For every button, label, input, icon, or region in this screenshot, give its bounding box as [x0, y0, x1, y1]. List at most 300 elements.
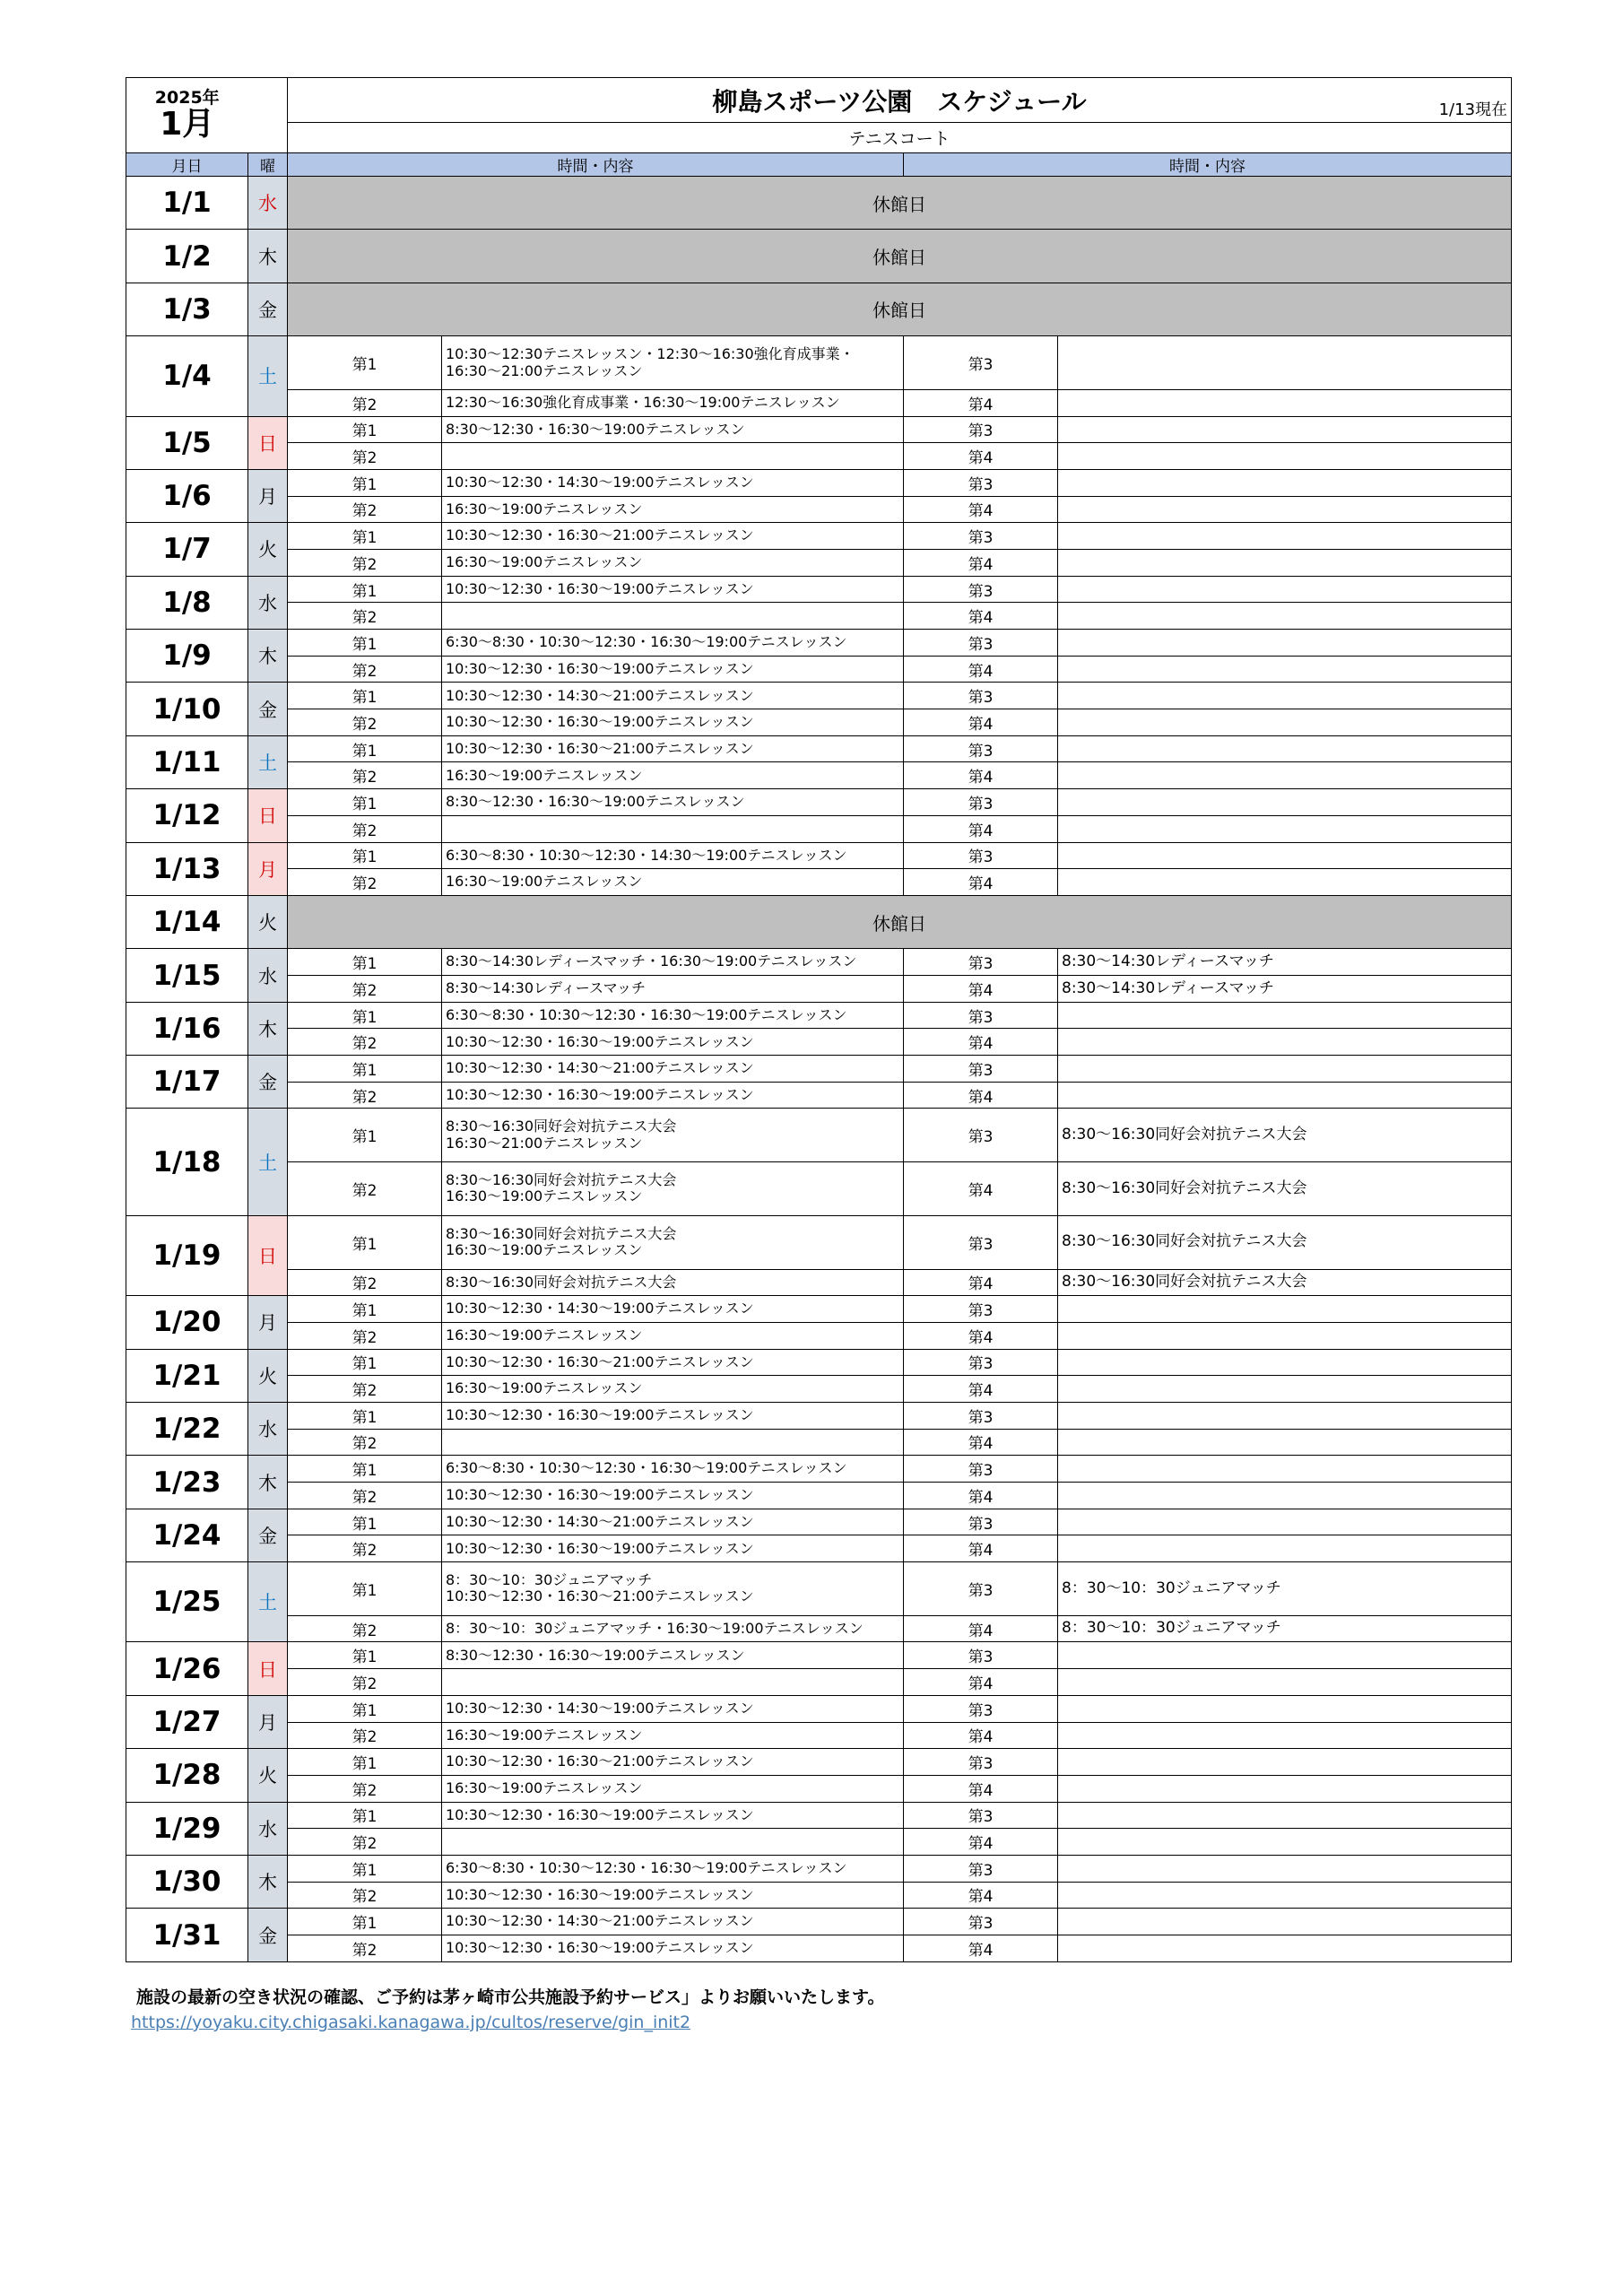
court-label: 第1 [288, 1802, 442, 1829]
court-label: 第2 [288, 603, 442, 630]
day-date: 1/14 [126, 895, 248, 948]
court-schedule: 10:30～12:30・14:30～19:00テニスレッスン [442, 469, 904, 496]
court-label: 第2 [288, 1935, 442, 1962]
day-row-court-2 [126, 1269, 1512, 1296]
court-label: 第4 [904, 1322, 1058, 1349]
court-label: 第1 [288, 735, 442, 762]
court-label: 第4 [904, 1882, 1058, 1909]
day-row-court-1 [126, 1056, 1512, 1083]
court-schedule: 8:30～16:30同好会対抗テニス大会 [442, 1269, 904, 1296]
day-of-week: 月 [248, 469, 288, 522]
court-schedule: 8：30～10：30ジュニアマッチ [1058, 1615, 1512, 1642]
court-schedule [1058, 735, 1512, 762]
court-schedule [1058, 1749, 1512, 1776]
court-schedule [1058, 815, 1512, 842]
day-date: 1/23 [126, 1456, 248, 1509]
reservation-link[interactable]: https://yoyaku.city.chigasaki.kanagawa.jp/cultos/reserve/gin_init2 [131, 2013, 691, 2032]
court-label: 第3 [904, 576, 1058, 603]
day-date: 1/20 [126, 1296, 248, 1349]
court-label: 第3 [904, 1695, 1058, 1722]
court-schedule: 10:30～12:30・14:30～19:00テニスレッスン [442, 1695, 904, 1722]
court-schedule [1058, 496, 1512, 523]
court-label: 第2 [288, 1269, 442, 1296]
court-schedule [1058, 1402, 1512, 1429]
day-row-court-1 [126, 416, 1512, 443]
day-date: 1/27 [126, 1695, 248, 1748]
court-label: 第3 [904, 1562, 1058, 1616]
day-of-week: 月 [248, 1695, 288, 1748]
court-label: 第1 [288, 949, 442, 976]
court-label: 第2 [288, 496, 442, 523]
court-schedule: 10:30～12:30・16:30～19:00テニスレッスン [442, 1882, 904, 1909]
court-label: 第3 [904, 523, 1058, 550]
court-schedule [1058, 1296, 1512, 1323]
day-date: 1/31 [126, 1909, 248, 1961]
day-row-court-2 [126, 709, 1512, 736]
court-label: 第3 [904, 735, 1058, 762]
day-row-court-1 [126, 1215, 1512, 1269]
court-label: 第2 [288, 1429, 442, 1456]
court-label: 第4 [904, 389, 1058, 416]
court-label: 第4 [904, 603, 1058, 630]
col-content-left-header: 時間・内容 [288, 153, 904, 177]
day-row-court-1 [126, 1349, 1512, 1376]
day-date: 1/29 [126, 1802, 248, 1855]
court-schedule [1058, 1669, 1512, 1696]
day-of-week: 木 [248, 630, 288, 683]
day-row-court-1 [126, 1456, 1512, 1483]
court-schedule [442, 815, 904, 842]
day-of-week: 木 [248, 1002, 288, 1055]
court-label: 第2 [288, 1775, 442, 1802]
court-label: 第2 [288, 762, 442, 789]
schedule-sheet [126, 77, 1511, 1962]
court-schedule [1058, 869, 1512, 896]
day-row-court-2 [126, 1615, 1512, 1642]
court-label: 第1 [288, 576, 442, 603]
day-of-week: 日 [248, 416, 288, 469]
court-label: 第1 [288, 336, 442, 390]
court-label: 第4 [904, 1082, 1058, 1109]
day-date: 1/30 [126, 1855, 248, 1908]
day-row-court-2 [126, 1935, 1512, 1962]
day-row-court-1 [126, 1296, 1512, 1323]
day-row-court-2 [126, 815, 1512, 842]
court-label: 第1 [288, 1109, 442, 1162]
day-date: 1/9 [126, 630, 248, 683]
day-row-court-2 [126, 1829, 1512, 1856]
court-schedule [1058, 576, 1512, 603]
court-schedule: 10:30～12:30・14:30～19:00テニスレッスン [442, 1296, 904, 1323]
court-label: 第4 [904, 1269, 1058, 1296]
day-row-court-2 [126, 1882, 1512, 1909]
day-of-week: 水 [248, 177, 288, 230]
as-of-date: 1/13現在 [1438, 100, 1508, 119]
court-schedule [1058, 683, 1512, 709]
court-label: 第1 [288, 683, 442, 709]
day-of-week: 水 [248, 576, 288, 629]
court-label: 第4 [904, 1162, 1058, 1216]
court-schedule [1058, 1483, 1512, 1509]
court-schedule: 10:30～12:30・16:30～19:00テニスレッスン [442, 1483, 904, 1509]
court-schedule [1058, 523, 1512, 550]
court-label: 第2 [288, 1483, 442, 1509]
court-label: 第2 [288, 443, 442, 470]
day-date: 1/3 [126, 283, 248, 335]
day-of-week: 土 [248, 1109, 288, 1215]
court-schedule: 8：30～10：30ジュニアマッチ 10:30～12:30・16:30～21:00テニスレッスン [442, 1562, 904, 1616]
court-schedule: 10:30～12:30・16:30～19:00テニスレッスン [442, 709, 904, 736]
court-schedule [442, 1829, 904, 1856]
day-of-week: 月 [248, 1296, 288, 1349]
court-schedule [442, 1669, 904, 1696]
day-row-court-1 [126, 1749, 1512, 1776]
day-row-closed [126, 283, 1512, 335]
court-schedule [1058, 1882, 1512, 1909]
day-of-week: 火 [248, 1349, 288, 1402]
day-row-closed [126, 895, 1512, 948]
court-schedule: 8:30～16:30同好会対抗テニス大会 16:30～19:00テニスレッスン [442, 1215, 904, 1269]
day-row-court-1 [126, 576, 1512, 603]
court-label: 第2 [288, 656, 442, 683]
day-row-court-1 [126, 1855, 1512, 1882]
court-schedule: 6:30～8:30・10:30～12:30・16:30～19:00テニスレッスン [442, 1002, 904, 1029]
court-label: 第2 [288, 709, 442, 736]
court-schedule [1058, 416, 1512, 443]
court-schedule: 8:30～16:30同好会対抗テニス大会 16:30～19:00テニスレッスン [442, 1162, 904, 1216]
court-schedule [1058, 1909, 1512, 1935]
court-label: 第4 [904, 1935, 1058, 1962]
day-of-week: 土 [248, 1562, 288, 1642]
day-row-court-2 [126, 1722, 1512, 1749]
court-label: 第3 [904, 1002, 1058, 1029]
month-label: 1月 [160, 105, 215, 143]
court-schedule: 16:30～19:00テニスレッスン [442, 1376, 904, 1403]
court-label: 第2 [288, 815, 442, 842]
day-row-court-1 [126, 630, 1512, 657]
footnote: 施設の最新の空き状況の確認、ご予約は茅ヶ崎市公共施設予約サービス」よりお願いいたします。 [136, 1987, 885, 2007]
column-header-row [126, 153, 1512, 177]
day-row-closed [126, 230, 1512, 283]
court-label: 第3 [904, 1749, 1058, 1776]
closed-label: 休館日 [288, 177, 1512, 230]
day-row-court-2 [126, 1429, 1512, 1456]
court-schedule: 8:30～16:30同好会対抗テニス大会 [1058, 1215, 1512, 1269]
court-label: 第1 [288, 1402, 442, 1429]
day-of-week: 火 [248, 895, 288, 948]
court-label: 第4 [904, 1029, 1058, 1056]
court-schedule [1058, 1509, 1512, 1535]
court-label: 第4 [904, 1429, 1058, 1456]
court-schedule: 6:30～8:30・10:30～12:30・16:30～19:00テニスレッスン [442, 1855, 904, 1882]
court-label: 第3 [904, 789, 1058, 816]
day-row-court-1 [126, 1109, 1512, 1162]
court-schedule [1058, 1456, 1512, 1483]
court-schedule [1058, 1775, 1512, 1802]
court-schedule [1058, 789, 1512, 816]
court-label: 第4 [904, 1535, 1058, 1562]
day-of-week: 日 [248, 1642, 288, 1695]
page-title: 柳島スポーツ公園 スケジュール [712, 86, 1087, 117]
court-schedule: 16:30～19:00テニスレッスン [442, 1775, 904, 1802]
day-row-court-2 [126, 656, 1512, 683]
day-date: 1/22 [126, 1402, 248, 1455]
court-label: 第4 [904, 869, 1058, 896]
day-row-court-2 [126, 549, 1512, 576]
court-label: 第1 [288, 523, 442, 550]
day-date: 1/28 [126, 1749, 248, 1802]
court-label: 第4 [904, 1483, 1058, 1509]
day-of-week: 日 [248, 1215, 288, 1295]
closed-label: 休館日 [288, 283, 1512, 335]
day-date: 1/21 [126, 1349, 248, 1402]
court-schedule [1058, 443, 1512, 470]
court-label: 第1 [288, 1509, 442, 1535]
court-schedule: 8:30～12:30・16:30～19:00テニスレッスン [442, 416, 904, 443]
day-date: 1/2 [126, 230, 248, 283]
court-label: 第3 [904, 1802, 1058, 1829]
court-schedule: 8:30～14:30レディースマッチ [442, 976, 904, 1003]
court-label: 第1 [288, 1456, 442, 1483]
day-of-week: 土 [248, 735, 288, 788]
day-row-court-1 [126, 842, 1512, 869]
court-schedule: 10:30～12:30・16:30～19:00テニスレッスン [442, 1029, 904, 1056]
court-schedule [1058, 389, 1512, 416]
court-schedule: 10:30～12:30・16:30～19:00テニスレッスン [442, 1935, 904, 1962]
day-of-week: 金 [248, 283, 288, 335]
day-of-week: 火 [248, 1749, 288, 1802]
day-of-week: 木 [248, 1456, 288, 1509]
day-row-court-1 [126, 1695, 1512, 1722]
court-schedule [1058, 1349, 1512, 1376]
court-schedule: 8:30～16:30同好会対抗テニス大会 [1058, 1269, 1512, 1296]
day-row-court-1 [126, 1402, 1512, 1429]
court-schedule: 10:30～12:30・16:30～21:00テニスレッスン [442, 735, 904, 762]
court-schedule: 10:30～12:30・14:30～21:00テニスレッスン [442, 1909, 904, 1935]
court-schedule: 10:30～12:30・16:30～21:00テニスレッスン [442, 523, 904, 550]
court-label: 第4 [904, 815, 1058, 842]
court-label: 第3 [904, 1296, 1058, 1323]
court-label: 第3 [904, 630, 1058, 657]
court-label: 第1 [288, 789, 442, 816]
closed-label: 休館日 [288, 895, 1512, 948]
day-row-court-2 [126, 1535, 1512, 1562]
court-label: 第1 [288, 416, 442, 443]
day-row-court-2 [126, 976, 1512, 1003]
day-row-court-1 [126, 789, 1512, 816]
court-label: 第2 [288, 1615, 442, 1642]
court-label: 第3 [904, 1349, 1058, 1376]
court-schedule: 10:30～12:30テニスレッスン・12:30～16:30強化育成事業・ 16:30～21:00テニスレッスン [442, 336, 904, 390]
court-label: 第3 [904, 1855, 1058, 1882]
court-label: 第1 [288, 1349, 442, 1376]
court-label: 第2 [288, 1029, 442, 1056]
court-schedule [1058, 709, 1512, 736]
court-schedule [1058, 336, 1512, 390]
court-schedule: 10:30～12:30・16:30～19:00テニスレッスン [442, 1802, 904, 1829]
court-label: 第2 [288, 1082, 442, 1109]
day-date: 1/8 [126, 576, 248, 629]
court-label: 第1 [288, 1562, 442, 1616]
day-date: 1/13 [126, 842, 248, 895]
court-label: 第2 [288, 1722, 442, 1749]
court-label: 第4 [904, 496, 1058, 523]
court-schedule: 8：30～10：30ジュニアマッチ [1058, 1562, 1512, 1616]
court-schedule [1058, 1855, 1512, 1882]
court-label: 第4 [904, 709, 1058, 736]
court-label: 第1 [288, 630, 442, 657]
court-label: 第1 [288, 1002, 442, 1029]
court-label: 第4 [904, 656, 1058, 683]
court-label: 第2 [288, 1669, 442, 1696]
day-of-week: 火 [248, 523, 288, 576]
court-label: 第3 [904, 842, 1058, 869]
court-schedule: 8:30～12:30・16:30～19:00テニスレッスン [442, 1642, 904, 1669]
court-schedule [442, 603, 904, 630]
court-label: 第4 [904, 549, 1058, 576]
court-label: 第3 [904, 1109, 1058, 1162]
court-label: 第3 [904, 416, 1058, 443]
day-date: 1/18 [126, 1109, 248, 1215]
court-label: 第4 [904, 1775, 1058, 1802]
year-label: 2025年 [154, 87, 220, 108]
day-row-court-2 [126, 1029, 1512, 1056]
day-row-court-2 [126, 496, 1512, 523]
day-of-week: 金 [248, 1909, 288, 1961]
court-schedule [1058, 1322, 1512, 1349]
col-dow-header: 曜 [248, 153, 288, 177]
court-label: 第2 [288, 1829, 442, 1856]
court-label: 第4 [904, 1615, 1058, 1642]
court-schedule: 16:30～19:00テニスレッスン [442, 1322, 904, 1349]
day-row-court-2 [126, 869, 1512, 896]
court-schedule: 16:30～19:00テニスレッスン [442, 1722, 904, 1749]
schedule-table [126, 77, 1512, 1962]
court-label: 第3 [904, 683, 1058, 709]
day-date: 1/12 [126, 789, 248, 842]
facility-name: テニスコート [288, 123, 1512, 153]
day-row-court-2 [126, 1775, 1512, 1802]
court-schedule [1058, 549, 1512, 576]
day-date: 1/1 [126, 177, 248, 230]
court-label: 第4 [904, 762, 1058, 789]
court-label: 第2 [288, 389, 442, 416]
court-schedule: 10:30～12:30・16:30～19:00テニスレッスン [442, 576, 904, 603]
court-schedule: 6:30～8:30・10:30～12:30・14:30～19:00テニスレッスン [442, 842, 904, 869]
court-schedule [1058, 656, 1512, 683]
day-row-court-1 [126, 683, 1512, 709]
court-label: 第2 [288, 976, 442, 1003]
court-schedule: 16:30～19:00テニスレッスン [442, 762, 904, 789]
day-row-court-2 [126, 1483, 1512, 1509]
court-schedule: 10:30～12:30・16:30～19:00テニスレッスン [442, 1082, 904, 1109]
court-schedule [1058, 1056, 1512, 1083]
court-label: 第3 [904, 1056, 1058, 1083]
court-schedule: 10:30～12:30・16:30～19:00テニスレッスン [442, 1535, 904, 1562]
day-row-court-2 [126, 1669, 1512, 1696]
court-label: 第4 [904, 1829, 1058, 1856]
court-label: 第4 [904, 976, 1058, 1003]
court-label: 第3 [904, 469, 1058, 496]
day-row-court-1 [126, 336, 1512, 390]
page-title-cell [288, 78, 1512, 123]
court-schedule [442, 443, 904, 470]
court-label: 第1 [288, 1749, 442, 1776]
day-date: 1/4 [126, 336, 248, 416]
court-schedule: 10:30～12:30・16:30～21:00テニスレッスン [442, 1349, 904, 1376]
day-date: 1/19 [126, 1215, 248, 1295]
court-schedule [1058, 1935, 1512, 1962]
day-row-court-1 [126, 1002, 1512, 1029]
day-date: 1/24 [126, 1509, 248, 1561]
court-label: 第1 [288, 469, 442, 496]
day-row-court-2 [126, 389, 1512, 416]
day-row-court-1 [126, 523, 1512, 550]
court-label: 第2 [288, 549, 442, 576]
col-content-right-header: 時間・内容 [904, 153, 1512, 177]
court-schedule: 10:30～12:30・14:30～21:00テニスレッスン [442, 1509, 904, 1535]
day-of-week: 木 [248, 230, 288, 283]
closed-label: 休館日 [288, 230, 1512, 283]
day-row-court-2 [126, 762, 1512, 789]
day-date: 1/15 [126, 949, 248, 1002]
court-label: 第4 [904, 1722, 1058, 1749]
day-row-court-2 [126, 443, 1512, 470]
day-row-court-2 [126, 603, 1512, 630]
court-schedule: 12:30～16:30強化育成事業・16:30～19:00テニスレッスン [442, 389, 904, 416]
day-date: 1/11 [126, 735, 248, 788]
court-label: 第3 [904, 1509, 1058, 1535]
court-schedule [1058, 1029, 1512, 1056]
court-schedule [1058, 1429, 1512, 1456]
court-schedule [1058, 1376, 1512, 1403]
court-schedule: 8:30～14:30レディースマッチ [1058, 949, 1512, 976]
court-schedule: 8:30～12:30・16:30～19:00テニスレッスン [442, 789, 904, 816]
court-schedule: 6:30～8:30・10:30～12:30・16:30～19:00テニスレッスン [442, 1456, 904, 1483]
day-date: 1/16 [126, 1002, 248, 1055]
year-month-cell [126, 78, 248, 153]
court-label: 第2 [288, 869, 442, 896]
court-schedule [1058, 630, 1512, 657]
court-label: 第3 [904, 1456, 1058, 1483]
day-date: 1/6 [126, 469, 248, 522]
day-of-week: 水 [248, 1402, 288, 1455]
court-schedule: 10:30～12:30・14:30～21:00テニスレッスン [442, 1056, 904, 1083]
court-label: 第3 [904, 336, 1058, 390]
court-schedule [1058, 1002, 1512, 1029]
day-row-court-1 [126, 1562, 1512, 1616]
court-schedule [1058, 1802, 1512, 1829]
court-schedule [1058, 1082, 1512, 1109]
court-schedule [1058, 842, 1512, 869]
court-label: 第1 [288, 1695, 442, 1722]
day-row-court-1 [126, 1509, 1512, 1535]
court-label: 第2 [288, 1322, 442, 1349]
court-label: 第3 [904, 1642, 1058, 1669]
court-schedule [1058, 603, 1512, 630]
court-label: 第4 [904, 1669, 1058, 1696]
court-label: 第4 [904, 1376, 1058, 1403]
day-row-court-2 [126, 1322, 1512, 1349]
court-label: 第2 [288, 1162, 442, 1216]
court-schedule [1058, 1695, 1512, 1722]
court-schedule [1058, 762, 1512, 789]
court-schedule [1058, 1535, 1512, 1562]
day-row-court-1 [126, 1642, 1512, 1669]
court-label: 第1 [288, 1909, 442, 1935]
court-label: 第1 [288, 1296, 442, 1323]
court-schedule: 10:30～12:30・16:30～19:00テニスレッスン [442, 656, 904, 683]
